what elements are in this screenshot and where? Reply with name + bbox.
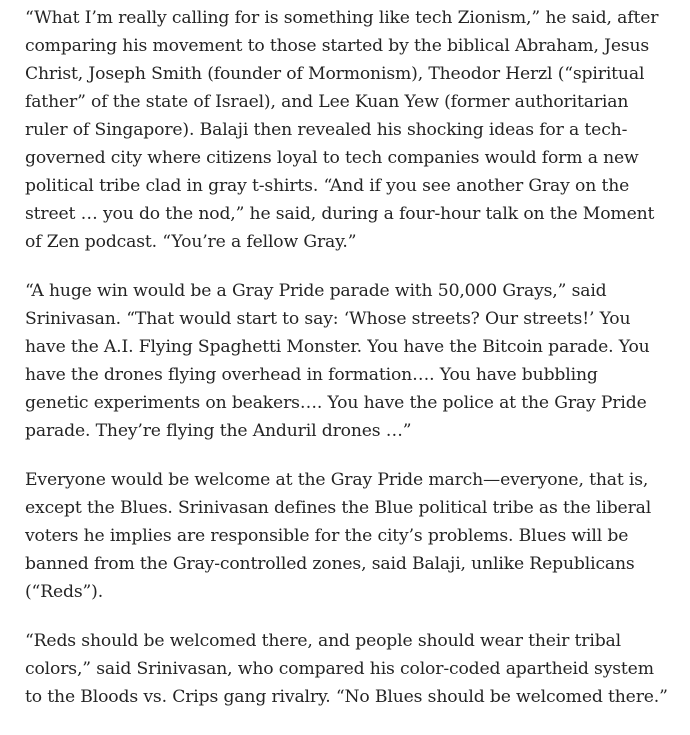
paragraph-tech-zionism <box>25 4 665 256</box>
text-line: to the Bloods vs. Crips gang rivalry. “No Blues should be welcomed there.” <box>25 687 668 707</box>
text-line: Christ, Joseph Smith (founder of Mormonism), Theodor Herzl (“spiritual <box>25 64 645 84</box>
text-line: “Reds should be welcomed there, and people should wear their tribal <box>25 631 622 651</box>
text-line: have the A.I. Flying Spaghetti Monster. You have the Bitcoin parade. You <box>25 337 650 357</box>
text-line: comparing his movement to those started by the biblical Abraham, Jesus <box>25 36 650 56</box>
text-line: have the drones flying overhead in formation…. You have bubbling <box>25 365 598 385</box>
paragraph-gray-pride-parade <box>25 277 665 445</box>
text-line: governed city where citizens loyal to tech companies would form a new <box>25 148 639 168</box>
text-line: father” of the state of Israel), and Lee Kuan Yew (former authoritarian <box>25 92 629 112</box>
text-line: genetic experiments on beakers…. You have the police at the Gray Pride <box>25 393 647 413</box>
text-line: colors,” said Srinivasan, who compared his color-coded apartheid system <box>25 659 654 679</box>
text-line: “What I’m really calling for is something like tech Zionism,” he said, after <box>25 8 659 28</box>
text-line: voters he implies are responsible for the city’s problems. Blues will be <box>25 526 629 546</box>
article-body <box>25 4 668 732</box>
paragraph-reds-welcomed <box>25 627 668 711</box>
text-line: Everyone would be welcome at the Gray Pride march—everyone, that is, <box>25 470 649 490</box>
text-line: parade. They’re flying the Anduril drones …” <box>25 421 412 441</box>
text-line: banned from the Gray-controlled zones, said Balaji, unlike Republicans <box>25 554 635 574</box>
text-line: Srinivasan. “That would start to say: ‘Whose streets? Our streets!’ You <box>25 309 631 329</box>
text-line: (“Reds”). <box>25 582 104 602</box>
text-line: except the Blues. Srinivasan defines the Blue political tribe as the liberal <box>25 498 652 518</box>
paragraph-blues-banned <box>25 466 665 606</box>
text-line: ruler of Singapore). Balaji then revealed his shocking ideas for a tech- <box>25 120 628 140</box>
text-line: “A huge win would be a Gray Pride parade with 50,000 Grays,” said <box>25 281 607 301</box>
text-line: political tribe clad in gray t-shirts. “And if you see another Gray on the <box>25 176 630 196</box>
text-line: of Zen podcast. “You’re a fellow Gray.” <box>25 232 357 252</box>
text-line: street … you do the nod,” he said, during a four-hour talk on the Moment <box>25 204 655 224</box>
